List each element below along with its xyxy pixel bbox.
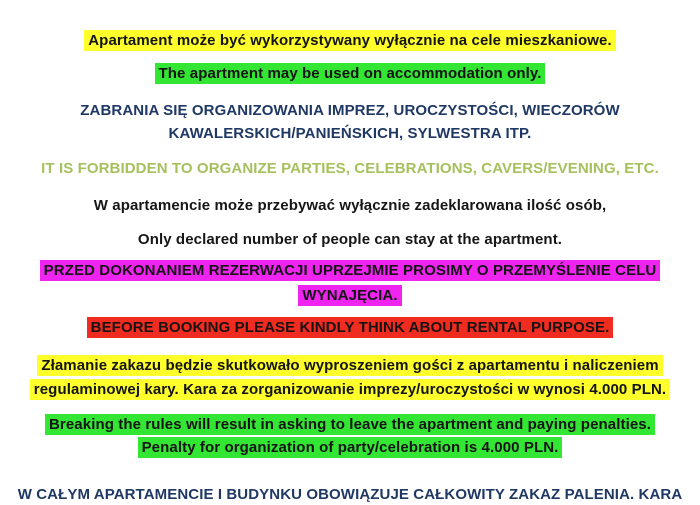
rule-declared-guests-en-text: Only declared number of people can stay at the apartment.	[137, 231, 563, 248]
rule-think-before-booking-en	[0, 317, 700, 338]
rule-think-before-booking-pl-line2	[0, 285, 700, 306]
rule-penalty-en-line2-text: Penalty for organization of party/celebration is 4.000 PLN.	[138, 437, 563, 458]
rule-think-before-booking-pl-line1-text: PRZED DOKONANIEM REZERWACJI UPRZEJMIE PROSIMY O PRZEMYŚLENIE CELU	[40, 260, 661, 281]
rule-penalty-pl-line1-text: Złamanie zakazu będzie skutkowało wyproszeniem gości z apartamentu i naliczeniem	[37, 355, 662, 376]
rule-think-before-booking-pl-line1	[0, 260, 700, 281]
rule-penalty-pl-line2	[0, 379, 700, 400]
rule-no-parties-en-text: IT IS FORBIDDEN TO ORGANIZE PARTIES, CELEBRATIONS, CAVERS/EVENING, ETC.	[41, 160, 659, 177]
rule-declared-guests-en	[0, 229, 700, 250]
rule-use-pl	[0, 30, 700, 51]
rule-no-parties-en	[0, 158, 700, 179]
rule-no-parties-pl-line1	[0, 100, 700, 121]
rule-penalty-pl-line1	[0, 355, 700, 376]
rule-penalty-pl-line2-text: regulaminowej kary. Kara za zorganizowanie imprezy/uroczystości w wynosi 4.000 PLN.	[30, 379, 670, 400]
rule-think-before-booking-pl-line2-text: WYNAJĘCIA.	[298, 285, 401, 306]
rule-no-parties-pl-line2-text: KAWALERSKICH/PANIEŃSKICH, SYLWESTRA ITP.	[168, 125, 532, 142]
rule-think-before-booking-en-text: BEFORE BOOKING PLEASE KINDLY THINK ABOUT RENTAL PURPOSE.	[87, 317, 614, 338]
rule-use-en	[0, 63, 700, 84]
rule-no-smoking-pl	[0, 484, 700, 505]
rule-penalty-en-line1-text: Breaking the rules will result in asking to leave the apartment and paying penalties.	[45, 414, 655, 435]
rule-penalty-en-line2	[0, 437, 700, 458]
rule-no-smoking-pl-text: W CAŁYM APARTAMENCIE I BUDYNKU OBOWIĄZUJE CAŁKOWITY ZAKAZ PALENIA. KARA	[17, 486, 683, 503]
rule-no-parties-pl-line2	[0, 123, 700, 144]
rule-no-parties-pl-line1-text: ZABRANIA SIĘ ORGANIZOWANIA IMPREZ, UROCZYSTOŚCI, WIECZORÓW	[80, 102, 620, 119]
rule-use-en-text: The apartment may be used on accommodation only.	[155, 63, 546, 84]
rule-declared-guests-pl	[0, 195, 700, 216]
rule-penalty-en-line1	[0, 414, 700, 435]
rule-use-pl-text: Apartament może być wykorzystywany wyłącznie na cele mieszkaniowe.	[84, 30, 615, 51]
rule-declared-guests-pl-text: W apartamencie może przebywać wyłącznie zadeklarowana ilość osób,	[93, 197, 607, 214]
